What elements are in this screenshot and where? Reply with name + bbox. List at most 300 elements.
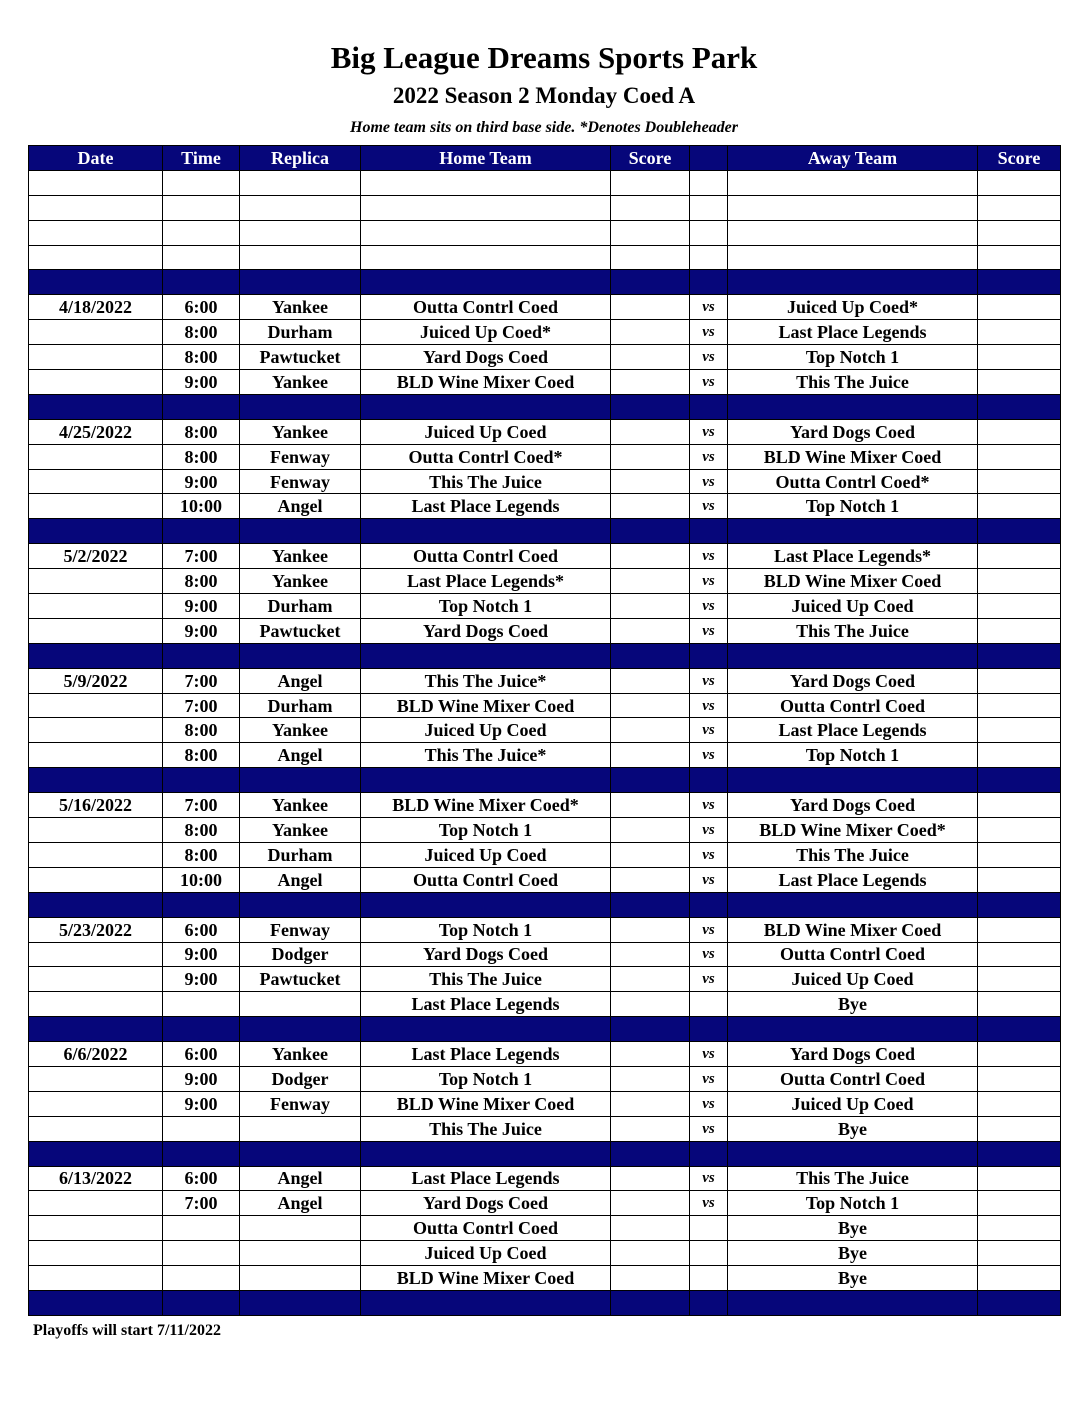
empty-cell — [978, 170, 1061, 195]
game-row — [29, 668, 1061, 693]
away-score — [978, 444, 1061, 469]
vs-label: vs — [690, 594, 728, 619]
game-field: Durham — [240, 842, 361, 867]
game-field: Dodger — [240, 942, 361, 967]
game-row — [29, 693, 1061, 718]
separator-cell — [690, 1290, 728, 1315]
away-score — [978, 693, 1061, 718]
schedule-note: Home team sits on third base side. *Denotes Doubleheader — [350, 119, 738, 136]
home-team: BLD Wine Mixer Coed — [361, 1091, 611, 1116]
away-team: Top Notch 1 — [728, 345, 978, 370]
separator-cell — [361, 892, 611, 917]
game-field: Durham — [240, 594, 361, 619]
home-team: Top Notch 1 — [361, 917, 611, 942]
game-field: Pawtucket — [240, 967, 361, 992]
game-time: 6:00 — [163, 1166, 240, 1191]
game-time: 9:00 — [163, 618, 240, 643]
vs-label: vs — [690, 1042, 728, 1067]
game-date: 6/13/2022 — [29, 1166, 163, 1191]
vs-label: vs — [690, 569, 728, 594]
away-team: Yard Dogs Coed — [728, 419, 978, 444]
home-team: Last Place Legends — [361, 1042, 611, 1067]
game-time: 7:00 — [163, 668, 240, 693]
empty-cell — [163, 245, 240, 270]
game-date — [29, 618, 163, 643]
home-score — [611, 618, 690, 643]
empty-cell — [240, 195, 361, 220]
away-team: BLD Wine Mixer Coed — [728, 444, 978, 469]
vs-label: vs — [690, 295, 728, 320]
separator-cell — [163, 768, 240, 793]
away-team: Outta Contrl Coed — [728, 942, 978, 967]
separator-cell — [690, 892, 728, 917]
empty-cell — [611, 170, 690, 195]
separator-cell — [29, 1290, 163, 1315]
away-score — [978, 1116, 1061, 1141]
separator-cell — [240, 1290, 361, 1315]
away-score — [978, 469, 1061, 494]
separator-cell — [163, 892, 240, 917]
away-score — [978, 618, 1061, 643]
separator-cell — [29, 270, 163, 295]
away-score — [978, 494, 1061, 519]
vs-label: vs — [690, 1116, 728, 1141]
home-team: Outta Contrl Coed — [361, 867, 611, 892]
separator-cell — [240, 768, 361, 793]
blank-row — [29, 245, 1061, 270]
vs-label: vs — [690, 1066, 728, 1091]
away-team: Outta Contrl Coed — [728, 693, 978, 718]
game-row — [29, 320, 1061, 345]
home-score — [611, 469, 690, 494]
home-score — [611, 693, 690, 718]
game-row — [29, 1266, 1061, 1291]
separator-cell — [163, 1017, 240, 1042]
empty-cell — [163, 220, 240, 245]
game-field — [240, 1241, 361, 1266]
separator-cell — [728, 1017, 978, 1042]
game-time: 8:00 — [163, 818, 240, 843]
game-field: Yankee — [240, 370, 361, 395]
away-score — [978, 793, 1061, 818]
empty-cell — [163, 195, 240, 220]
empty-cell — [978, 245, 1061, 270]
game-row — [29, 1116, 1061, 1141]
game-date — [29, 1191, 163, 1216]
away-score — [978, 917, 1061, 942]
vs-label: vs — [690, 345, 728, 370]
game-date — [29, 569, 163, 594]
game-row — [29, 743, 1061, 768]
game-time: 6:00 — [163, 295, 240, 320]
home-team: Juiced Up Coed — [361, 842, 611, 867]
vs-label: vs — [690, 967, 728, 992]
away-team: This The Juice — [728, 842, 978, 867]
vs-label: vs — [690, 818, 728, 843]
separator-cell — [240, 892, 361, 917]
home-score — [611, 793, 690, 818]
away-score — [978, 419, 1061, 444]
away-team: Last Place Legends — [728, 867, 978, 892]
away-team: Bye — [728, 1116, 978, 1141]
home-team: Top Notch 1 — [361, 594, 611, 619]
game-date: 5/16/2022 — [29, 793, 163, 818]
home-team: This The Juice — [361, 1116, 611, 1141]
game-time: 9:00 — [163, 942, 240, 967]
home-score — [611, 444, 690, 469]
game-time: 8:00 — [163, 320, 240, 345]
away-score — [978, 718, 1061, 743]
separator-cell — [240, 270, 361, 295]
home-score — [611, 718, 690, 743]
vs-label: vs — [690, 842, 728, 867]
away-team: Bye — [728, 1266, 978, 1291]
separator-cell — [690, 1141, 728, 1166]
home-score — [611, 594, 690, 619]
col-header-home-score: Score — [611, 146, 690, 171]
empty-cell — [728, 195, 978, 220]
col-header-home-team: Home Team — [361, 146, 611, 171]
empty-cell — [240, 245, 361, 270]
home-score — [611, 992, 690, 1017]
game-row — [29, 1166, 1061, 1191]
schedule-table — [28, 145, 1061, 1316]
home-score — [611, 1166, 690, 1191]
separator-cell — [361, 1017, 611, 1042]
home-score — [611, 1216, 690, 1241]
separator-cell — [163, 643, 240, 668]
away-team: Top Notch 1 — [728, 494, 978, 519]
separator-cell — [611, 1290, 690, 1315]
away-score — [978, 295, 1061, 320]
separator-cell — [728, 643, 978, 668]
game-field: Pawtucket — [240, 618, 361, 643]
game-row — [29, 967, 1061, 992]
separator-cell — [163, 270, 240, 295]
home-team: BLD Wine Mixer Coed — [361, 693, 611, 718]
separator-cell — [690, 394, 728, 419]
game-time — [163, 1241, 240, 1266]
week-separator-row — [29, 768, 1061, 793]
empty-cell — [361, 195, 611, 220]
away-team: Bye — [728, 1241, 978, 1266]
home-score — [611, 320, 690, 345]
game-row — [29, 818, 1061, 843]
game-date: 4/25/2022 — [29, 419, 163, 444]
game-date — [29, 345, 163, 370]
empty-cell — [690, 220, 728, 245]
game-row — [29, 1066, 1061, 1091]
away-score — [978, 1091, 1061, 1116]
separator-cell — [611, 1017, 690, 1042]
vs-label: vs — [690, 942, 728, 967]
game-time: 8:00 — [163, 743, 240, 768]
empty-cell — [29, 220, 163, 245]
vs-label: vs — [690, 494, 728, 519]
game-time: 9:00 — [163, 1091, 240, 1116]
home-team: Outta Contrl Coed — [361, 295, 611, 320]
away-team: Last Place Legends* — [728, 544, 978, 569]
separator-cell — [29, 394, 163, 419]
separator-cell — [978, 1017, 1061, 1042]
game-date — [29, 320, 163, 345]
game-date: 5/23/2022 — [29, 917, 163, 942]
vs-label: vs — [690, 1091, 728, 1116]
away-score — [978, 743, 1061, 768]
away-team: Juiced Up Coed* — [728, 295, 978, 320]
home-score — [611, 370, 690, 395]
home-score — [611, 867, 690, 892]
game-time: 7:00 — [163, 1191, 240, 1216]
game-time: 7:00 — [163, 544, 240, 569]
separator-cell — [163, 394, 240, 419]
game-row — [29, 718, 1061, 743]
game-field: Angel — [240, 1166, 361, 1191]
separator-cell — [611, 519, 690, 544]
home-team: Yard Dogs Coed — [361, 345, 611, 370]
separator-cell — [361, 394, 611, 419]
empty-cell — [690, 170, 728, 195]
game-row — [29, 842, 1061, 867]
game-date: 5/2/2022 — [29, 544, 163, 569]
game-field: Fenway — [240, 469, 361, 494]
home-team: Last Place Legends* — [361, 569, 611, 594]
game-row — [29, 544, 1061, 569]
home-score — [611, 1042, 690, 1067]
game-row — [29, 1091, 1061, 1116]
game-row — [29, 1216, 1061, 1241]
away-score — [978, 1266, 1061, 1291]
separator-cell — [978, 768, 1061, 793]
game-field: Pawtucket — [240, 345, 361, 370]
game-time: 7:00 — [163, 693, 240, 718]
game-date — [29, 494, 163, 519]
home-team: Last Place Legends — [361, 1166, 611, 1191]
game-field: Yankee — [240, 718, 361, 743]
home-score — [611, 419, 690, 444]
playoffs-note: Playoffs will start 7/11/2022 — [33, 1322, 221, 1339]
game-field: Fenway — [240, 917, 361, 942]
home-score — [611, 1191, 690, 1216]
empty-cell — [361, 170, 611, 195]
home-team: BLD Wine Mixer Coed — [361, 370, 611, 395]
game-field: Angel — [240, 743, 361, 768]
game-row — [29, 1241, 1061, 1266]
game-time: 8:00 — [163, 569, 240, 594]
home-team: Top Notch 1 — [361, 818, 611, 843]
vs-label — [690, 1241, 728, 1266]
vs-label — [690, 992, 728, 1017]
home-score — [611, 743, 690, 768]
separator-cell — [361, 270, 611, 295]
home-team: Yard Dogs Coed — [361, 618, 611, 643]
vs-label: vs — [690, 743, 728, 768]
vs-label: vs — [690, 867, 728, 892]
home-team: This The Juice — [361, 967, 611, 992]
away-team: Juiced Up Coed — [728, 594, 978, 619]
game-date: 6/6/2022 — [29, 1042, 163, 1067]
separator-cell — [611, 643, 690, 668]
away-team: BLD Wine Mixer Coed — [728, 569, 978, 594]
game-date — [29, 743, 163, 768]
game-field: Angel — [240, 494, 361, 519]
game-row — [29, 444, 1061, 469]
empty-cell — [361, 220, 611, 245]
game-field: Yankee — [240, 544, 361, 569]
separator-cell — [163, 1141, 240, 1166]
home-team: This The Juice — [361, 469, 611, 494]
game-row — [29, 1042, 1061, 1067]
away-score — [978, 867, 1061, 892]
game-field: Yankee — [240, 295, 361, 320]
col-header-away-score: Score — [978, 146, 1061, 171]
game-field: Durham — [240, 320, 361, 345]
vs-label: vs — [690, 320, 728, 345]
away-score — [978, 942, 1061, 967]
separator-cell — [29, 768, 163, 793]
col-header-date: Date — [29, 146, 163, 171]
away-score — [978, 345, 1061, 370]
separator-cell — [361, 1141, 611, 1166]
game-time: 9:00 — [163, 967, 240, 992]
empty-cell — [611, 195, 690, 220]
separator-cell — [978, 643, 1061, 668]
separator-cell — [240, 394, 361, 419]
game-date — [29, 1116, 163, 1141]
empty-cell — [978, 195, 1061, 220]
game-field: Yankee — [240, 1042, 361, 1067]
away-team: Juiced Up Coed — [728, 1091, 978, 1116]
empty-cell — [240, 220, 361, 245]
vs-label: vs — [690, 917, 728, 942]
game-date — [29, 1216, 163, 1241]
home-team: Outta Contrl Coed — [361, 544, 611, 569]
separator-cell — [978, 394, 1061, 419]
empty-cell — [29, 170, 163, 195]
home-team: Juiced Up Coed — [361, 718, 611, 743]
separator-cell — [240, 1141, 361, 1166]
game-field: Durham — [240, 693, 361, 718]
page-subtitle: 2022 Season 2 Monday Coed A — [392, 83, 696, 108]
blank-row — [29, 220, 1061, 245]
empty-cell — [728, 170, 978, 195]
separator-cell — [728, 1141, 978, 1166]
game-row — [29, 594, 1061, 619]
home-team: Juiced Up Coed* — [361, 320, 611, 345]
home-score — [611, 295, 690, 320]
separator-cell — [728, 394, 978, 419]
empty-cell — [690, 195, 728, 220]
empty-cell — [29, 195, 163, 220]
away-team: BLD Wine Mixer Coed* — [728, 818, 978, 843]
away-team: This The Juice — [728, 1166, 978, 1191]
game-row — [29, 345, 1061, 370]
game-row — [29, 469, 1061, 494]
game-row — [29, 295, 1061, 320]
away-team: This The Juice — [728, 370, 978, 395]
vs-label: vs — [690, 444, 728, 469]
away-score — [978, 818, 1061, 843]
game-time — [163, 1266, 240, 1291]
home-team: Outta Contrl Coed — [361, 1216, 611, 1241]
game-row — [29, 419, 1061, 444]
away-score — [978, 1191, 1061, 1216]
home-team: Last Place Legends — [361, 494, 611, 519]
home-team: Yard Dogs Coed — [361, 1191, 611, 1216]
separator-cell — [29, 643, 163, 668]
game-time: 8:00 — [163, 419, 240, 444]
separator-cell — [978, 1141, 1061, 1166]
game-row — [29, 494, 1061, 519]
game-date — [29, 942, 163, 967]
game-time — [163, 992, 240, 1017]
game-time: 9:00 — [163, 469, 240, 494]
game-row — [29, 1191, 1061, 1216]
home-score — [611, 1266, 690, 1291]
separator-cell — [978, 892, 1061, 917]
separator-cell — [611, 768, 690, 793]
blank-row — [29, 170, 1061, 195]
separator-cell — [240, 1017, 361, 1042]
game-time: 6:00 — [163, 917, 240, 942]
game-time: 6:00 — [163, 1042, 240, 1067]
game-row — [29, 370, 1061, 395]
away-score — [978, 967, 1061, 992]
away-team: Yard Dogs Coed — [728, 1042, 978, 1067]
game-date — [29, 867, 163, 892]
away-team: BLD Wine Mixer Coed — [728, 917, 978, 942]
separator-cell — [361, 1290, 611, 1315]
game-time: 8:00 — [163, 444, 240, 469]
vs-label — [690, 1216, 728, 1241]
game-date — [29, 967, 163, 992]
home-team: Juiced Up Coed — [361, 419, 611, 444]
game-date — [29, 718, 163, 743]
vs-label: vs — [690, 544, 728, 569]
vs-label: vs — [690, 793, 728, 818]
game-date — [29, 469, 163, 494]
empty-cell — [361, 245, 611, 270]
game-date: 4/18/2022 — [29, 295, 163, 320]
game-date — [29, 693, 163, 718]
home-score — [611, 494, 690, 519]
away-score — [978, 569, 1061, 594]
game-field — [240, 1216, 361, 1241]
separator-cell — [361, 768, 611, 793]
away-score — [978, 1216, 1061, 1241]
home-score — [611, 569, 690, 594]
game-time: 7:00 — [163, 793, 240, 818]
away-team: Last Place Legends — [728, 718, 978, 743]
empty-cell — [240, 170, 361, 195]
home-team: BLD Wine Mixer Coed — [361, 1266, 611, 1291]
empty-cell — [690, 245, 728, 270]
home-team: This The Juice* — [361, 668, 611, 693]
game-row — [29, 867, 1061, 892]
separator-cell — [611, 892, 690, 917]
game-date — [29, 594, 163, 619]
col-header-vs — [690, 146, 728, 171]
week-separator-row — [29, 1017, 1061, 1042]
home-score — [611, 917, 690, 942]
away-team: Bye — [728, 992, 978, 1017]
separator-cell — [690, 1017, 728, 1042]
away-team: Yard Dogs Coed — [728, 668, 978, 693]
home-team: Juiced Up Coed — [361, 1241, 611, 1266]
game-row — [29, 917, 1061, 942]
away-score — [978, 1042, 1061, 1067]
game-field: Yankee — [240, 793, 361, 818]
